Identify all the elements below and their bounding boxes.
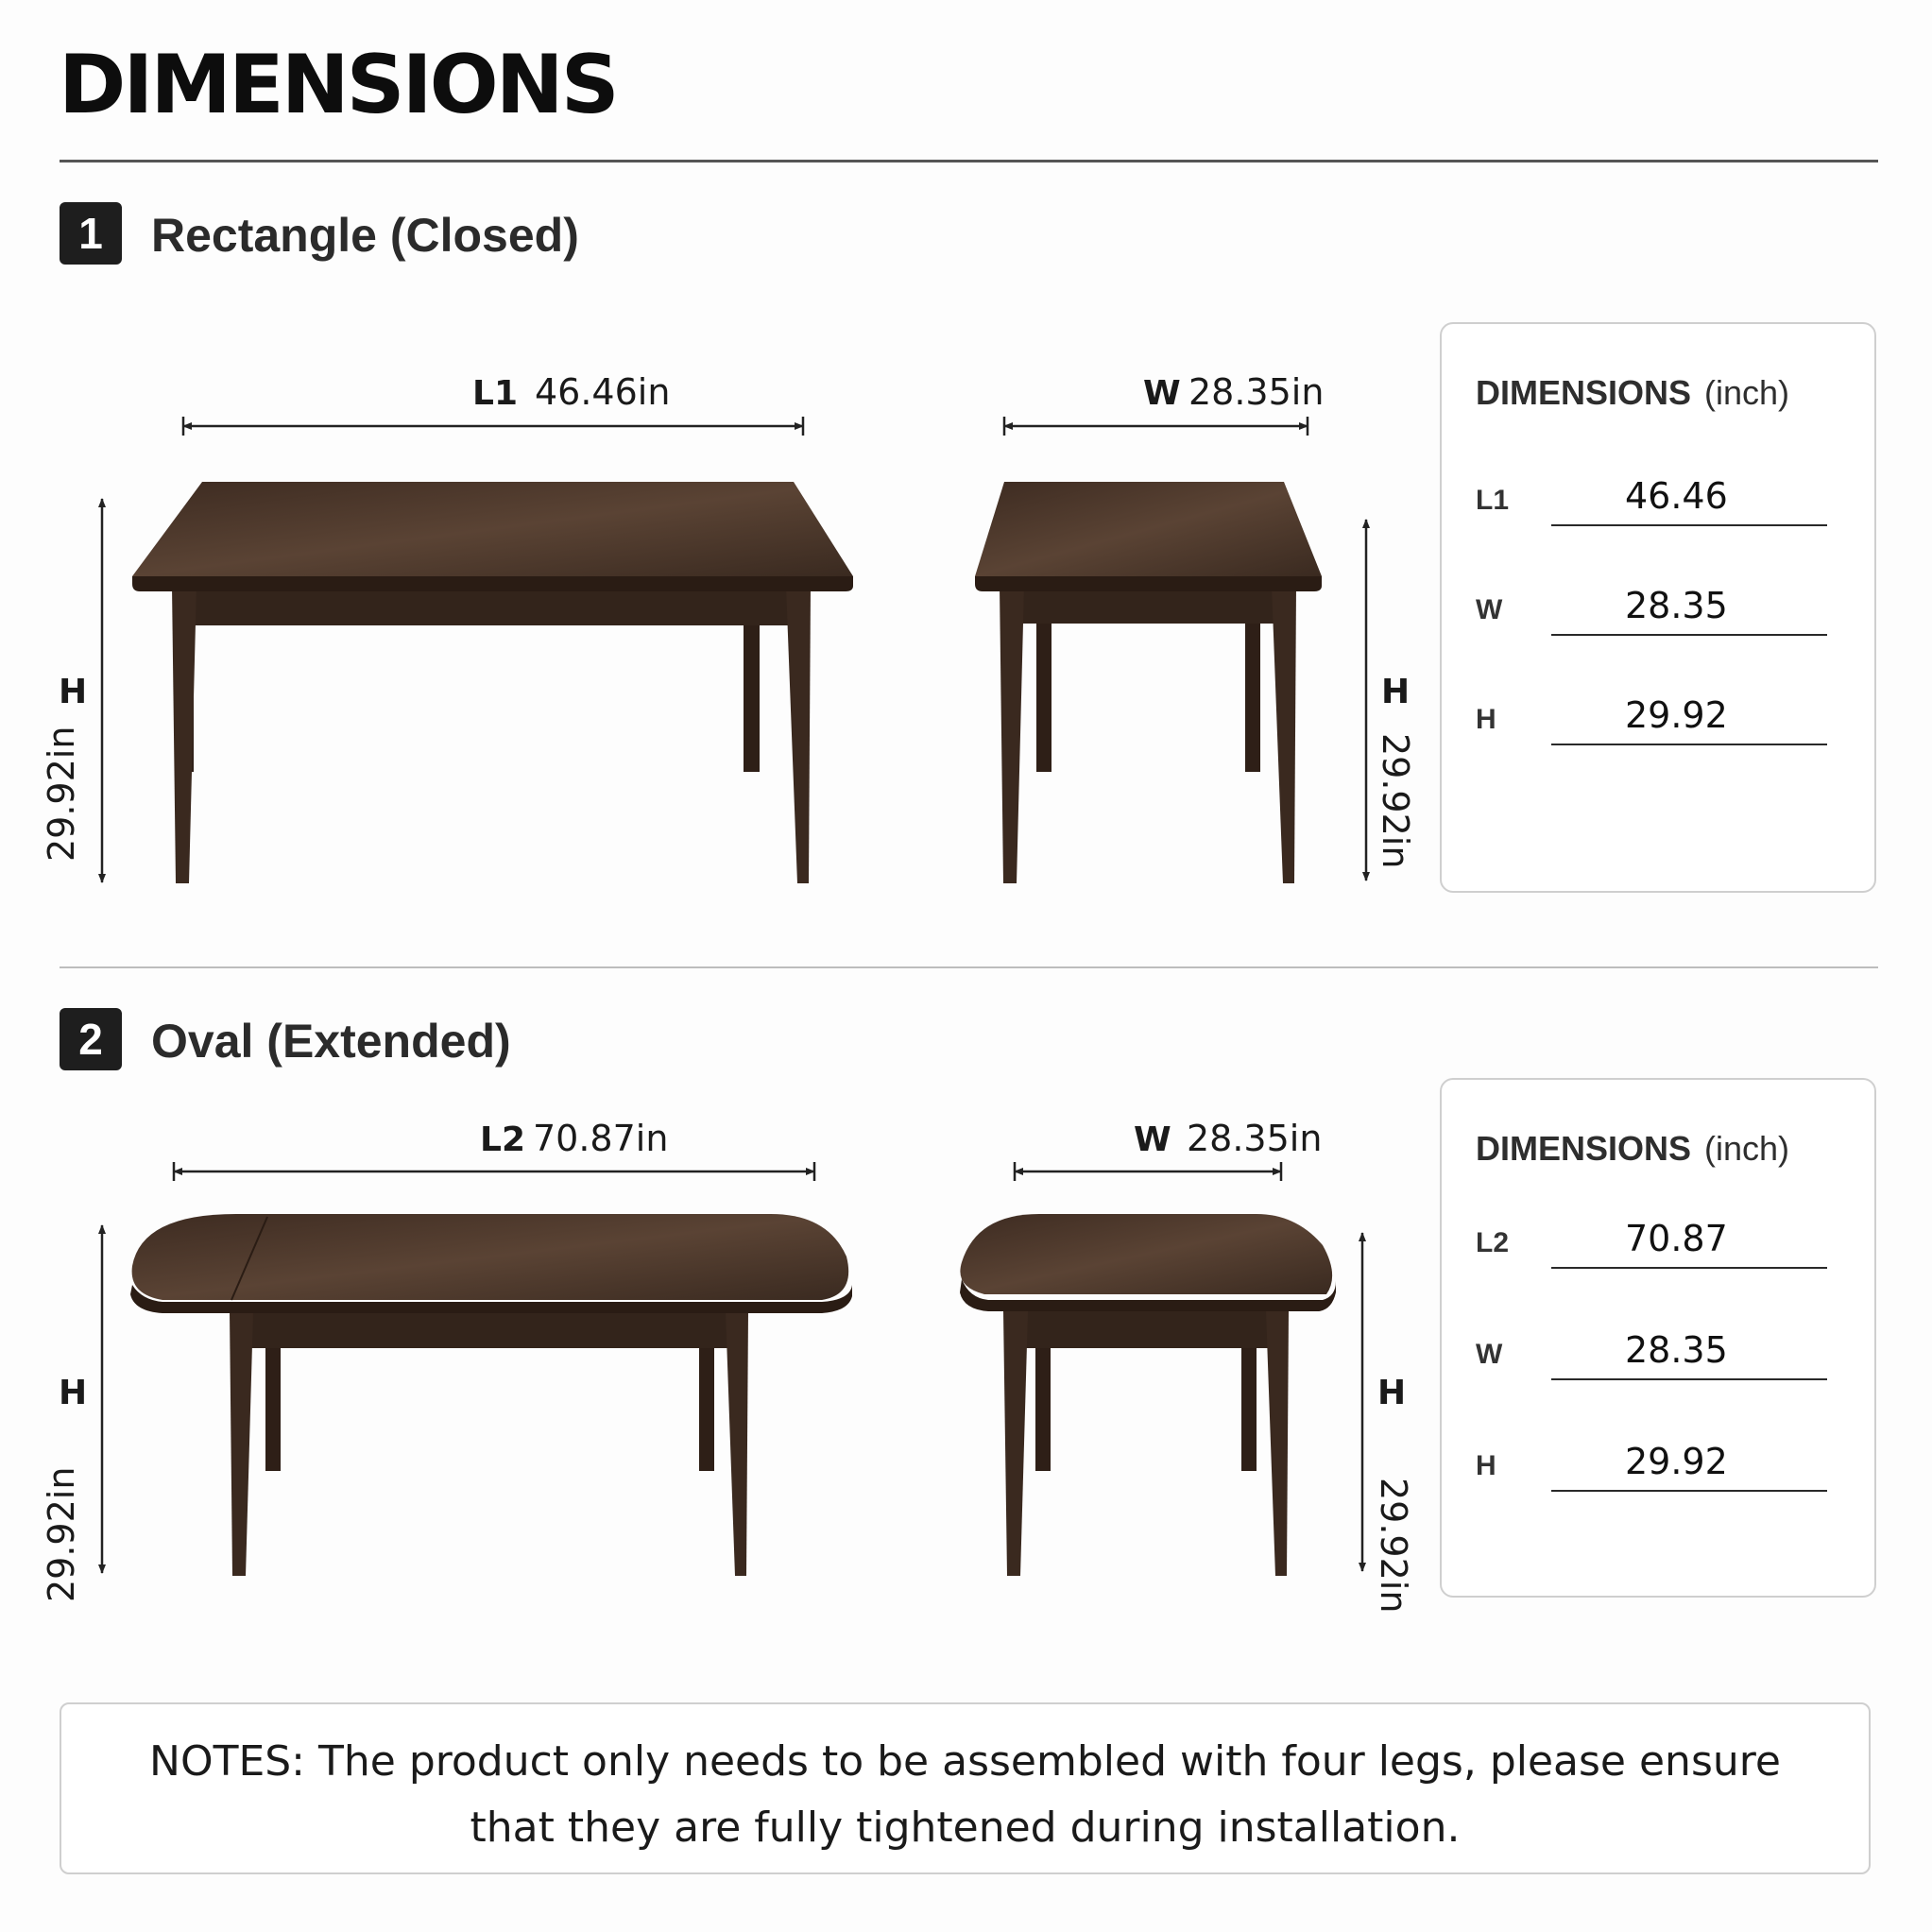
dimension-value: 70.87 — [1551, 1214, 1827, 1269]
dimension-row — [1476, 1435, 1827, 1492]
height-value: 29.92in — [41, 1466, 82, 1602]
panel-heading-title: DIMENSIONS — [1476, 1129, 1692, 1168]
section-2-front-view — [41, 1118, 852, 1602]
height-label: H — [1381, 673, 1411, 711]
height-label: H — [59, 673, 88, 711]
section-2-number-badge: 2 — [60, 1008, 122, 1070]
height-value: 29.92in — [41, 726, 82, 862]
section-1-front-view — [41, 371, 853, 883]
section-1-side-view — [975, 371, 1416, 883]
oval-table-front-image — [130, 1214, 852, 1576]
dimension-row — [1476, 579, 1827, 636]
panel-heading — [1476, 1129, 1789, 1169]
width-value: 28.35in — [1188, 371, 1325, 413]
length-label: L2 — [480, 1120, 525, 1159]
section-2-title: Oval (Extended) — [151, 1015, 511, 1068]
section-1-number-badge: 1 — [60, 202, 122, 265]
dimension-value: 46.46 — [1551, 471, 1827, 526]
dimension-row — [1476, 1324, 1827, 1380]
length-value: 70.87in — [533, 1118, 669, 1159]
dimensions-table-panel-1 — [1440, 322, 1876, 893]
dimension-key: W — [1476, 594, 1503, 625]
dimension-row — [1476, 689, 1827, 745]
width-label: W — [1143, 374, 1181, 413]
dimensions-table-panel-2 — [1440, 1078, 1876, 1598]
panel-heading-title: DIMENSIONS — [1476, 373, 1692, 412]
length-dimension-line — [183, 417, 803, 436]
width-dimension-line — [1015, 1162, 1281, 1181]
width-label: W — [1134, 1120, 1171, 1159]
section-2-side-view — [960, 1118, 1414, 1613]
dimension-value: 28.35 — [1551, 1325, 1827, 1380]
dimension-value: 28.35 — [1551, 581, 1827, 636]
dimension-key: H — [1476, 1450, 1496, 1481]
dimension-key: L1 — [1476, 485, 1510, 516]
length-dimension-line — [174, 1162, 814, 1181]
dimension-key: L2 — [1476, 1227, 1510, 1258]
width-dimension-line — [1004, 417, 1308, 436]
width-value: 28.35in — [1187, 1118, 1323, 1159]
oval-table-side-image — [960, 1214, 1336, 1576]
length-value: 46.46in — [535, 371, 671, 413]
panel-heading-unit: (inch) — [1704, 1129, 1790, 1168]
height-label: H — [1377, 1374, 1407, 1412]
section-1-title: Rectangle (Closed) — [151, 209, 579, 262]
rectangle-table-front-image — [132, 482, 853, 883]
dimension-value: 29.92 — [1551, 1437, 1827, 1492]
height-value: 29.92in — [1375, 733, 1416, 869]
height-label: H — [59, 1374, 88, 1412]
rectangle-table-side-image — [975, 482, 1322, 883]
dimension-row — [1476, 1212, 1827, 1269]
panel-heading — [1476, 373, 1789, 413]
height-value: 29.92in — [1373, 1478, 1414, 1614]
panel-heading-unit: (inch) — [1704, 373, 1790, 412]
dimension-value: 29.92 — [1551, 691, 1827, 745]
length-label: L1 — [472, 374, 518, 413]
dimension-key: W — [1476, 1339, 1503, 1370]
dimension-row — [1476, 470, 1827, 526]
notes-text: NOTES: The product only needs to be assembled with four legs, please ensure that they are fully tightened during installation. — [149, 1737, 1781, 1852]
dimension-key: H — [1476, 704, 1496, 735]
notes-box — [60, 1702, 1871, 1874]
page-title: DIMENSIONS — [59, 38, 617, 132]
